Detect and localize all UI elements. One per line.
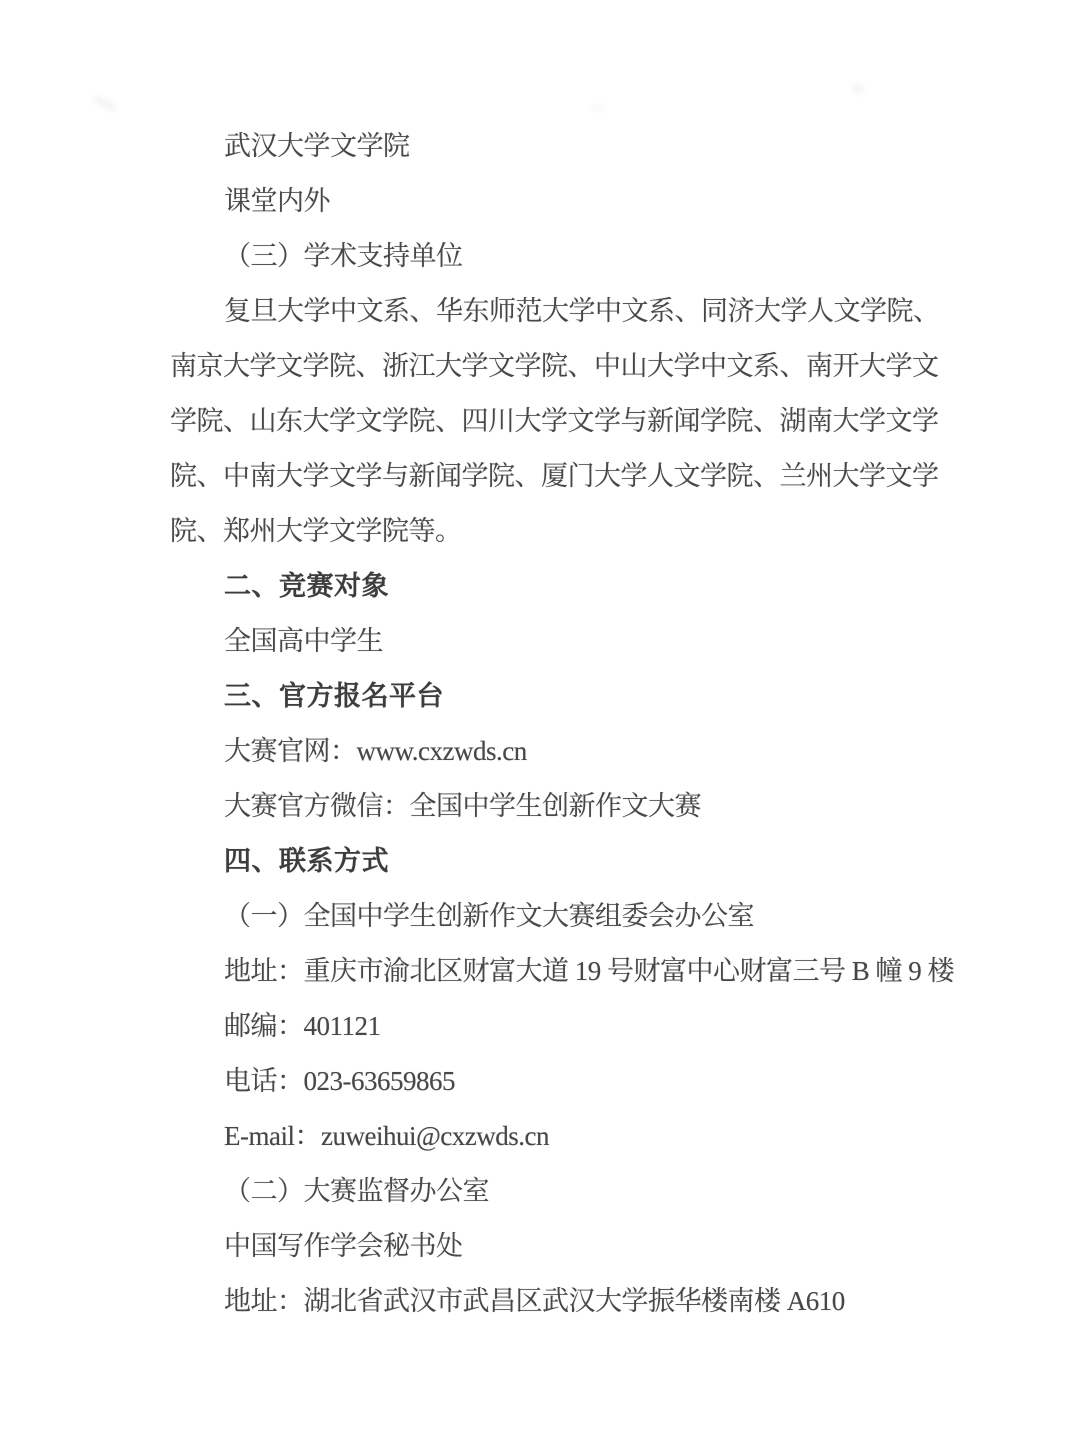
postcode-line: 邮编：401121 [224, 1011, 381, 1041]
document-line: 学院、山东大学文学院、四川大学文学与新闻学院、湖南大学文学 [170, 406, 939, 436]
document-line: 中国写作学会秘书处 [224, 1231, 463, 1261]
subsection-heading: （二）大赛监督办公室 [224, 1176, 489, 1206]
section-heading-contact-info: 四、联系方式 [224, 846, 389, 876]
official-wechat-line: 大赛官方微信：全国中学生创新作文大赛 [224, 791, 701, 821]
document-body [170, 119, 955, 1329]
scan-artifact [92, 94, 118, 112]
document-line: 全国高中学生 [224, 626, 383, 656]
email-line: E-mail：zuweihui@cxzwds.cn [224, 1121, 550, 1151]
address-line: 地址：湖北省武汉市武昌区武汉大学振华楼南楼 A610 [224, 1286, 845, 1316]
section-heading-competition-target: 二、竞赛对象 [224, 571, 389, 601]
subsection-heading: （三）学术支持单位 [224, 241, 463, 271]
official-website-line: 大赛官网：www.cxzwds.cn [224, 736, 527, 766]
document-line: 课堂内外 [224, 186, 330, 216]
document-line: 复旦大学中文系、华东师范大学中文系、同济大学人文学院、 [224, 296, 940, 326]
subsection-heading: （一）全国中学生创新作文大赛组委会办公室 [224, 901, 754, 931]
scan-artifact [590, 106, 606, 111]
document-line: 武汉大学文学院 [224, 131, 410, 161]
document-line: 南京大学文学院、浙江大学文学院、中山大学中文系、南开大学文 [170, 351, 939, 381]
section-heading-registration-platform: 三、官方报名平台 [224, 681, 444, 711]
phone-line: 电话：023-63659865 [224, 1066, 455, 1096]
document-line: 院、郑州大学文学院等。 [170, 516, 462, 546]
address-line: 地址：重庆市渝北区财富大道 19 号财富中心财富三号 B 幢 9 楼 [224, 956, 955, 986]
document-line: 院、中南大学文学与新闻学院、厦门大学人文学院、兰州大学文学 [170, 461, 939, 491]
scan-artifact [852, 84, 864, 94]
